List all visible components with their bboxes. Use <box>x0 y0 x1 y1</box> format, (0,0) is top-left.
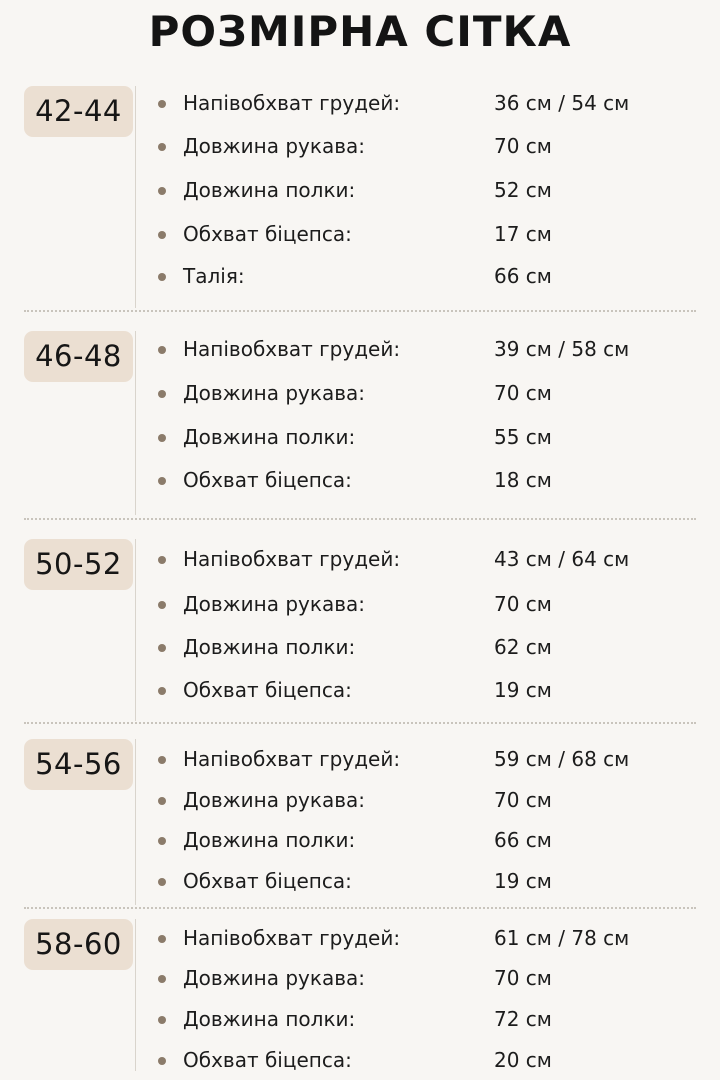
measurement-label: Обхват біцепса: <box>183 869 352 893</box>
section-divider <box>24 722 696 724</box>
bullet-icon <box>158 935 166 943</box>
measurement-value: 66 см <box>494 264 552 288</box>
measurement-label: Довжина рукава: <box>183 134 366 158</box>
size-badge: 46-48 <box>24 331 133 382</box>
measurement-value: 36 см / 54 см <box>494 91 630 115</box>
measurement-value: 70 см <box>494 134 552 158</box>
measurement-row <box>0 744 720 774</box>
measurement-value: 39 см / 58 см <box>494 337 630 361</box>
measurement-value: 20 см <box>494 1048 552 1072</box>
measurement-row <box>0 175 720 205</box>
measurement-label: Талія: <box>183 264 245 288</box>
measurement-label: Напівобхват грудей: <box>183 337 401 361</box>
bullet-icon <box>158 273 166 281</box>
bullet-icon <box>158 390 166 398</box>
section-divider <box>24 310 696 312</box>
bullet-icon <box>158 644 166 652</box>
measurement-value: 66 см <box>494 828 552 852</box>
measurement-value: 62 см <box>494 635 552 659</box>
measurement-value: 52 см <box>494 178 552 202</box>
measurement-value: 61 см / 78 см <box>494 926 630 950</box>
measurement-row <box>0 378 720 408</box>
measurement-value: 70 см <box>494 592 552 616</box>
measurement-row <box>0 465 720 495</box>
page-title: РОЗМІРНА СІТКА <box>148 7 572 56</box>
bullet-icon <box>158 143 166 151</box>
measurement-value: 19 см <box>494 678 552 702</box>
measurement-label: Обхват біцепса: <box>183 678 352 702</box>
measurement-label: Довжина полки: <box>183 635 356 659</box>
measurement-label: Довжина рукава: <box>183 966 366 990</box>
measurement-row <box>0 825 720 855</box>
bullet-icon <box>158 556 166 564</box>
bullet-icon <box>158 601 166 609</box>
measurement-row <box>0 1045 720 1075</box>
measurement-label: Довжина полки: <box>183 1007 356 1031</box>
measurement-label: Довжина рукава: <box>183 592 366 616</box>
measurement-row <box>0 923 720 953</box>
measurement-label: Напівобхват грудей: <box>183 926 401 950</box>
bullet-icon <box>158 1016 166 1024</box>
measurement-row <box>0 334 720 364</box>
measurement-label: Довжина рукава: <box>183 788 366 812</box>
measurement-label: Довжина полки: <box>183 425 356 449</box>
size-badge: 54-56 <box>24 739 133 790</box>
size-badge: 58-60 <box>24 919 133 970</box>
bullet-icon <box>158 187 166 195</box>
bullet-icon <box>158 837 166 845</box>
size-badge: 50-52 <box>24 539 133 590</box>
section-divider <box>24 518 696 520</box>
measurement-row <box>0 544 720 574</box>
measurement-label: Обхват біцепса: <box>183 468 352 492</box>
section-divider <box>24 907 696 909</box>
measurement-value: 43 см / 64 см <box>494 547 630 571</box>
measurement-row <box>0 131 720 161</box>
measurement-row <box>0 866 720 896</box>
measurement-label: Обхват біцепса: <box>183 1048 352 1072</box>
measurement-value: 19 см <box>494 869 552 893</box>
measurement-value: 70 см <box>494 788 552 812</box>
bullet-icon <box>158 346 166 354</box>
measurement-label: Напівобхват грудей: <box>183 91 401 115</box>
measurement-label: Довжина полки: <box>183 828 356 852</box>
bullet-icon <box>158 975 166 983</box>
measurement-value: 17 см <box>494 222 552 246</box>
measurement-row <box>0 88 720 118</box>
measurement-label: Обхват біцепса: <box>183 222 352 246</box>
measurement-row <box>0 785 720 815</box>
measurement-row <box>0 1004 720 1034</box>
bullet-icon <box>158 878 166 886</box>
measurement-value: 70 см <box>494 381 552 405</box>
bullet-icon <box>158 434 166 442</box>
measurement-label: Напівобхват грудей: <box>183 747 401 771</box>
measurement-row <box>0 589 720 619</box>
bullet-icon <box>158 100 166 108</box>
measurement-value: 72 см <box>494 1007 552 1031</box>
bullet-icon <box>158 477 166 485</box>
measurement-value: 70 см <box>494 966 552 990</box>
measurement-row <box>0 422 720 452</box>
measurement-row <box>0 219 720 249</box>
measurement-row <box>0 632 720 662</box>
measurement-label: Довжина полки: <box>183 178 356 202</box>
bullet-icon <box>158 231 166 239</box>
measurement-value: 18 см <box>494 468 552 492</box>
bullet-icon <box>158 687 166 695</box>
size-badge: 42-44 <box>24 86 133 137</box>
measurement-value: 59 см / 68 см <box>494 747 630 771</box>
bullet-icon <box>158 756 166 764</box>
measurement-value: 55 см <box>494 425 552 449</box>
measurement-label: Довжина рукава: <box>183 381 366 405</box>
bullet-icon <box>158 797 166 805</box>
measurement-row <box>0 675 720 705</box>
measurement-label: Напівобхват грудей: <box>183 547 401 571</box>
bullet-icon <box>158 1057 166 1065</box>
measurement-row <box>0 963 720 993</box>
measurement-row <box>0 261 720 291</box>
